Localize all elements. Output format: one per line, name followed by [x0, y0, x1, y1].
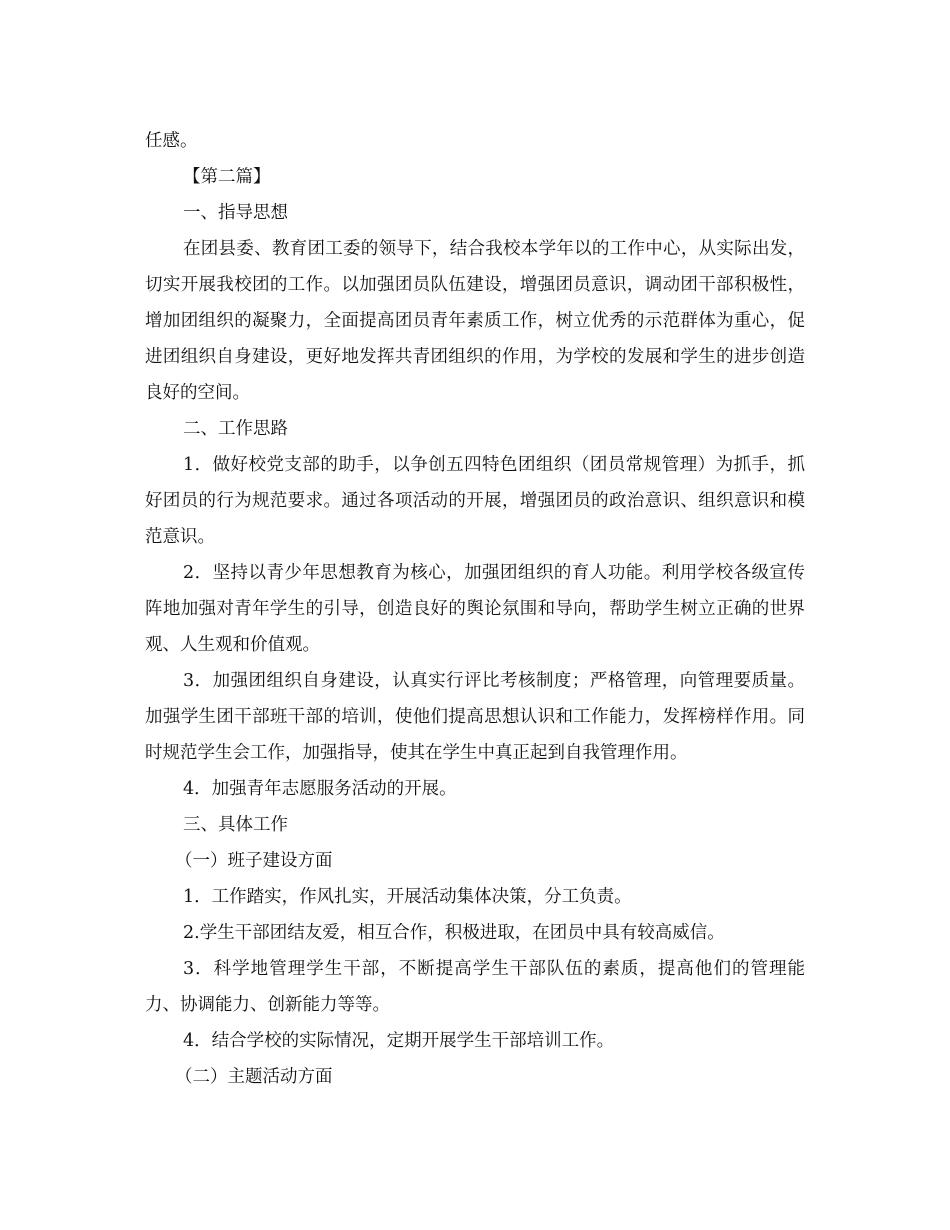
list-item: 1．做好校党支部的助手，以争创五四特色团组织（团员常规管理）为抓手，抓好团员的行为规范要求。通过各项活动的开展，增强团员的政治意识、组织意识和模范意识。 — [145, 455, 805, 547]
section-title: 【第二篇】 — [183, 167, 271, 187]
paragraph-continuation: 任感。 — [145, 131, 198, 151]
list-item: 3．加强团组织自身建设，认真实行评比考核制度；严格管理，向管理要质量。加强学生团干部班干部的培训，使他们提高思想认识和工作能力，发挥榜样作用。同时规范学生会工作，加强指导，使其在学生中真正起到自我管理作用。 — [145, 671, 805, 763]
list-item: 1．工作踏实，作风扎实，开展活动集体决策，分工负责。 — [183, 887, 632, 907]
subheading-theme-activities: （二）主题活动方面 — [175, 1067, 333, 1087]
heading-specific-work: 三、具体工作 — [183, 815, 288, 835]
list-item: 2．坚持以青少年思想教育为核心，加强团组织的育人功能。利用学校各级宣传阵地加强对青年学生的引导，创造良好的舆论氛围和导向，帮助学生树立正确的世界观、人生观和价值观。 — [145, 563, 805, 655]
heading-guiding-ideology: 一、指导思想 — [183, 203, 288, 223]
list-item: 3．科学地管理学生干部，不断提高学生干部队伍的素质，提高他们的管理能力、协调能力、创新能力等等。 — [145, 959, 805, 1015]
heading-work-approach: 二、工作思路 — [183, 419, 288, 439]
document-body — [145, 123, 805, 1095]
list-item: 4．加强青年志愿服务活动的开展。 — [183, 779, 457, 799]
list-item: 4．结合学校的实际情况，定期开展学生干部培训工作。 — [183, 1031, 615, 1051]
subheading-team-building: （一）班子建设方面 — [175, 851, 333, 871]
list-item: 2.学生干部团结友爱，相互合作，积极进取，在团员中具有较高威信。 — [183, 923, 725, 943]
paragraph-guiding-ideology: 在团县委、教育团工委的领导下，结合我校本学年以的工作中心，从实际出发，切实开展我校团的工作。以加强团员队伍建设，增强团员意识，调动团干部积极性，增加团组织的凝聚力，全面提高团员青年素质工作，树立优秀的示范群体为重心，促进团组织自身建设，更好地发挥共青团组织的作用，为学校的发展和学生的进步创造良好的空间。 — [145, 239, 805, 403]
